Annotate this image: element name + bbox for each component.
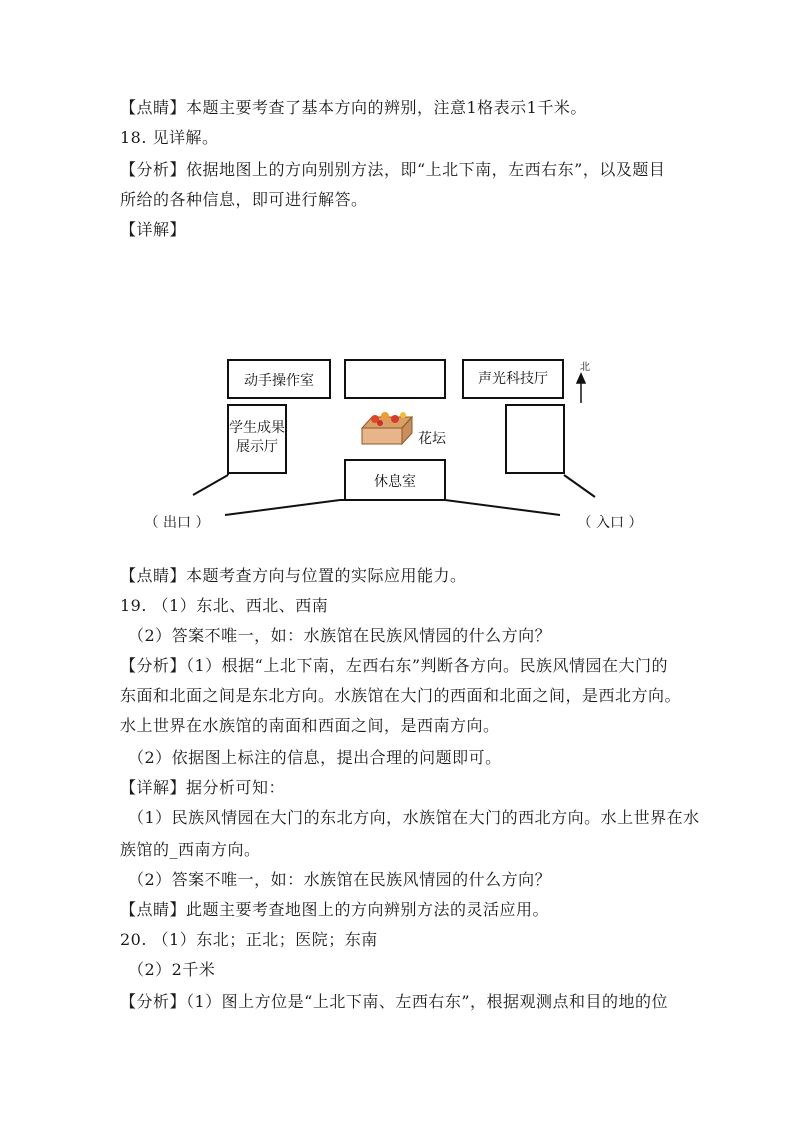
text-line: 东面和北面之间是东北方向。水族馆在大门的西面和北面之间，是西北方向。 (120, 686, 682, 705)
north-label: 北 (580, 362, 590, 373)
room-label: 动手操作室 (244, 373, 314, 389)
text-line: （2）答案不唯一，如：水族馆在民族风情园的什么方向？ (128, 626, 552, 645)
path-line (225, 500, 340, 515)
text-line: （1）民族风情园在大门的东北方向，水族馆在大门的西北方向。水上世界在水 (128, 808, 700, 827)
flower-label: 花坛 (418, 431, 446, 447)
text-line: 族馆的_西南方向。 (120, 840, 261, 859)
text-line: 【点睛】此题主要考查地图上的方向辨别方法的灵活应用。 (120, 900, 550, 919)
text-line: 所给的各种信息，即可进行解答。 (120, 190, 368, 209)
text-line: （2）答案不唯一，如：水族馆在民族风情园的什么方向？ (128, 870, 552, 889)
room-label: 学生成果 (229, 420, 285, 436)
text-line: 18. 见详解。 (120, 128, 219, 147)
text-line: 19. （1）东北、西北、西南 (120, 596, 329, 615)
text-line: 【分析】依据地图上的方向别别方法，即“上北下南，左西右东”，以及题目 (120, 160, 666, 179)
text-line: 【详解】 (120, 220, 187, 239)
north-arrow-icon (577, 374, 585, 403)
room-label: 声光科技厅 (478, 371, 548, 387)
path-line (445, 500, 560, 515)
text-line: 【分析】（1）图上方位是“上北下南、左西右东”，根据观测点和目的地的位 (120, 992, 669, 1011)
room-box (506, 405, 564, 473)
entrance-label: （ 入口 ） (577, 515, 643, 531)
room-label: 休息室 (374, 474, 416, 490)
room-box (345, 360, 445, 398)
text-line: 【详解】据分析可知： (120, 778, 286, 797)
text-line: 【分析】（1）根据“上北下南，左西右东”判断各方向。民族风情园在大门的 (120, 656, 669, 675)
museum-map-diagram (140, 345, 660, 545)
text-line: 20. （1）东北；正北；医院；东南 (120, 930, 378, 949)
text-line: （2）2千米 (128, 960, 216, 979)
text-line: 水上世界在水族馆的南面和西面之间，是西南方向。 (120, 716, 500, 735)
flower-bed-icon (362, 412, 412, 444)
text-line: 【点睛】本题考查方向与位置的实际应用能力。 (120, 566, 467, 585)
text-line: 【点睛】本题主要考查了基本方向的辨别，注意1格表示1千米。 (120, 98, 587, 117)
room-label: 展示厅 (236, 439, 278, 455)
exit-label: （ 出口 ） (144, 515, 210, 531)
text-line: （2）依据图上标注的信息，提出合理的问题即可。 (128, 748, 502, 767)
path-line (564, 475, 595, 497)
path-line (193, 475, 228, 495)
